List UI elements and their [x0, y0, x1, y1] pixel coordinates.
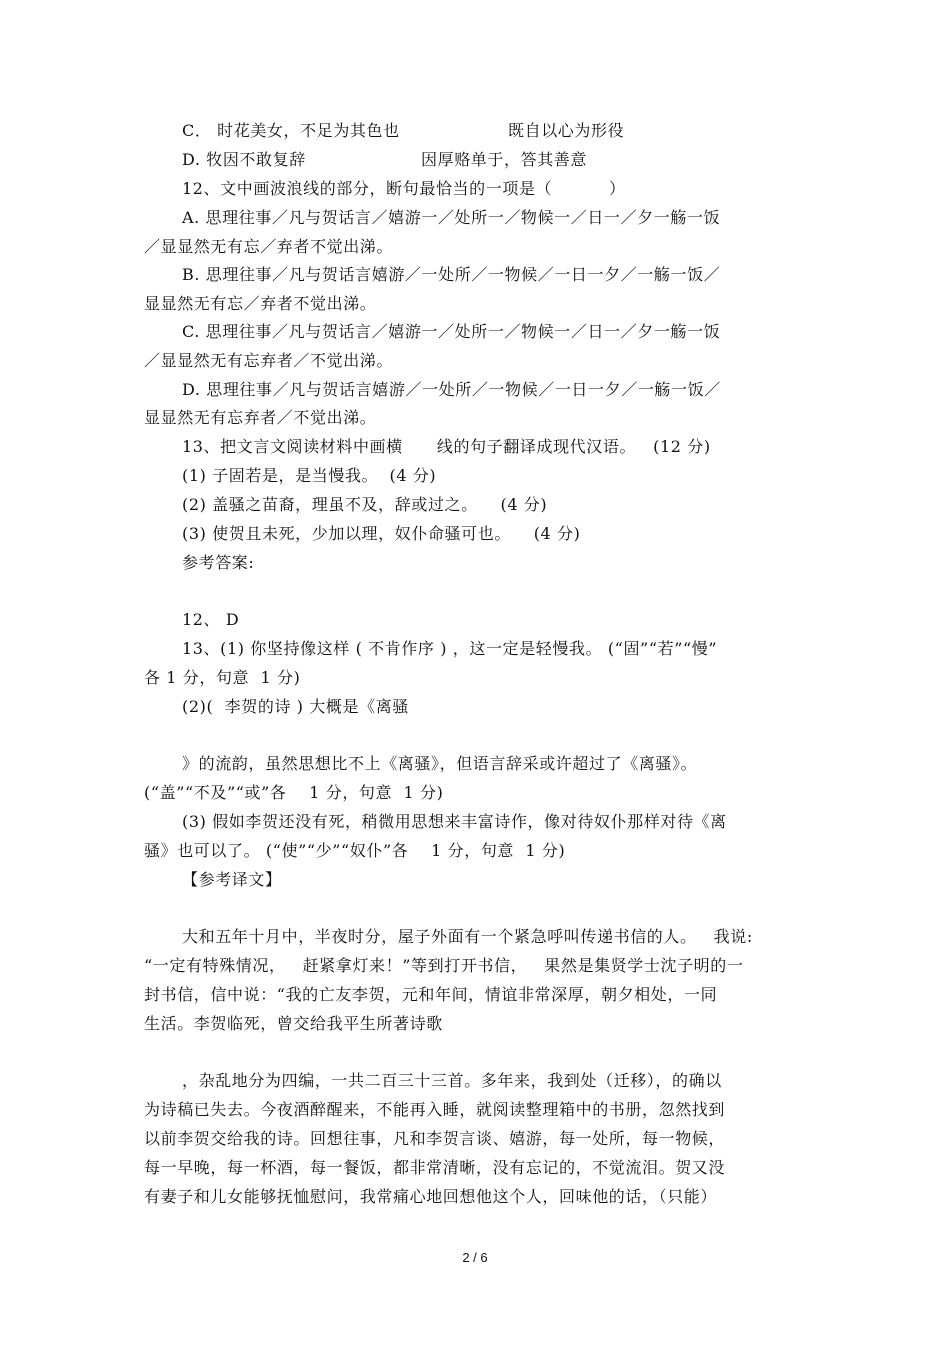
question-13-stem: 13、把文言文阅读材料中画横 线的句子翻译成现代汉语。 (12 分)	[182, 437, 711, 456]
answer-13-1-line2: 各 1 分，句意 1 分)	[144, 668, 301, 687]
answer-13-3-line1: (3) 假如李贺还没有死，稍微用思想来丰富诗作，像对待奴仆那样对待《离	[182, 812, 727, 831]
answer-12: 12、 D	[182, 610, 240, 629]
translation-line-7: 以前李贺交给我的诗。回想往事，凡和李贺言谈、嬉游，每一处所，每一物候，	[144, 1129, 726, 1148]
q12-option-b-line2: 显显然无有忘／弃者不觉出涕。	[144, 294, 377, 313]
translation-line-5: ，杂乱地分为四编，一共二百三十三首。多年来，我到处（迁移），的确以	[182, 1071, 722, 1090]
answer-13-3-line2: 骚》也可以了。 (“使”“少”“奴仆”各 1 分，句意 1 分)	[144, 841, 566, 860]
q12-option-a-line2: ／显显然无有忘／弃者不觉出涕。	[144, 237, 394, 256]
question-12-stem: 12、文中画波浪线的部分，断句最恰当的一项是（ ）	[182, 179, 626, 198]
q13-sentence-1: (1) 子固若是，是当慢我。 (4 分)	[182, 466, 437, 485]
q12-option-d-line1: D. 思理往事／凡与贺话言嬉游／一处所／一物候／一日一夕／一觞一饭／	[182, 380, 721, 399]
translation-line-4: 生活。李贺临死，曾交给我平生所著诗歌	[144, 1014, 443, 1033]
answer-13-1-line1: 13、(1) 你坚持像这样 ( 不肯作序 ) ，这一定是轻慢我。 (“固”“若”“慢”	[182, 639, 718, 658]
q13-sentence-2: (2) 盖骚之苗裔，理虽不及，辞或过之。 (4 分)	[182, 495, 548, 514]
q12-option-c-line1: C. 思理往事／凡与贺话言／嬉游一／处所一／物候一／日一／夕一觞一饭	[182, 322, 721, 341]
translation-heading: 【参考译文】	[182, 870, 282, 889]
translation-line-1: 大和五年十月中，半夜时分，屋子外面有一个紧急呼叫传递书信的人。 我说:	[182, 927, 753, 946]
translation-line-2: “一定有特殊情况， 赶紧拿灯来！”等到打开书信， 果然是集贤学士沈子明的一	[144, 956, 744, 975]
q12-option-a-line1: A. 思理往事／凡与贺话言／嬉游一／处所一／物候一／日一／夕一觞一饭	[182, 208, 721, 227]
answers-heading: 参考答案:	[182, 553, 255, 572]
option-d-right: 因厚赂单于，答其善意	[421, 150, 588, 169]
option-d-left: D. 牧因不敢复辞	[182, 150, 306, 169]
option-c-left: C． 时花美女，不足为其色也	[182, 121, 400, 140]
translation-line-3: 封书信，信中说：“我的亡友李贺，元和年间，情谊非常深厚，朝夕相处，一同	[144, 985, 718, 1004]
q13-sentence-3: (3) 使贺且未死，少加以理，奴仆命骚可也。 (4 分)	[182, 524, 581, 543]
answer-13-2-line3: (“盖”“不及”“或”各 1 分，句意 1 分)	[144, 783, 444, 802]
answer-13-2-line2: 》的流韵，虽然思想比不上《离骚》，但语言辞采或许超过了《离骚》。	[182, 754, 698, 773]
q12-option-b-line1: B. 思理往事／凡与贺话言嬉游／一处所／一物候／一日一夕／一觞一饭／	[182, 265, 721, 284]
translation-line-6: 为诗稿已失去。今夜酒醉醒来，不能再入睡，就阅读整理箱中的书册，忽然找到	[144, 1100, 726, 1119]
translation-line-9: 有妻子和儿女能够抚恤慰问，我常痛心地回想他这个人，回味他的话，（只能）	[144, 1187, 718, 1206]
page-number: 2 / 6	[462, 1250, 488, 1265]
option-c-right: 既自以心为形役	[508, 121, 625, 140]
q12-option-c-line2: ／显显然无有忘弃者／不觉出涕。	[144, 351, 394, 370]
translation-line-8: 每一早晚，每一杯酒，每一餐饭，都非常清晰，没有忘记的，不觉流泪。贺又没	[144, 1158, 726, 1177]
answer-13-2-line1: (2)( 李贺的诗 ) 大概是《离骚	[182, 697, 409, 716]
q12-option-d-line2: 显显然无有忘弃者／不觉出涕。	[144, 408, 377, 427]
